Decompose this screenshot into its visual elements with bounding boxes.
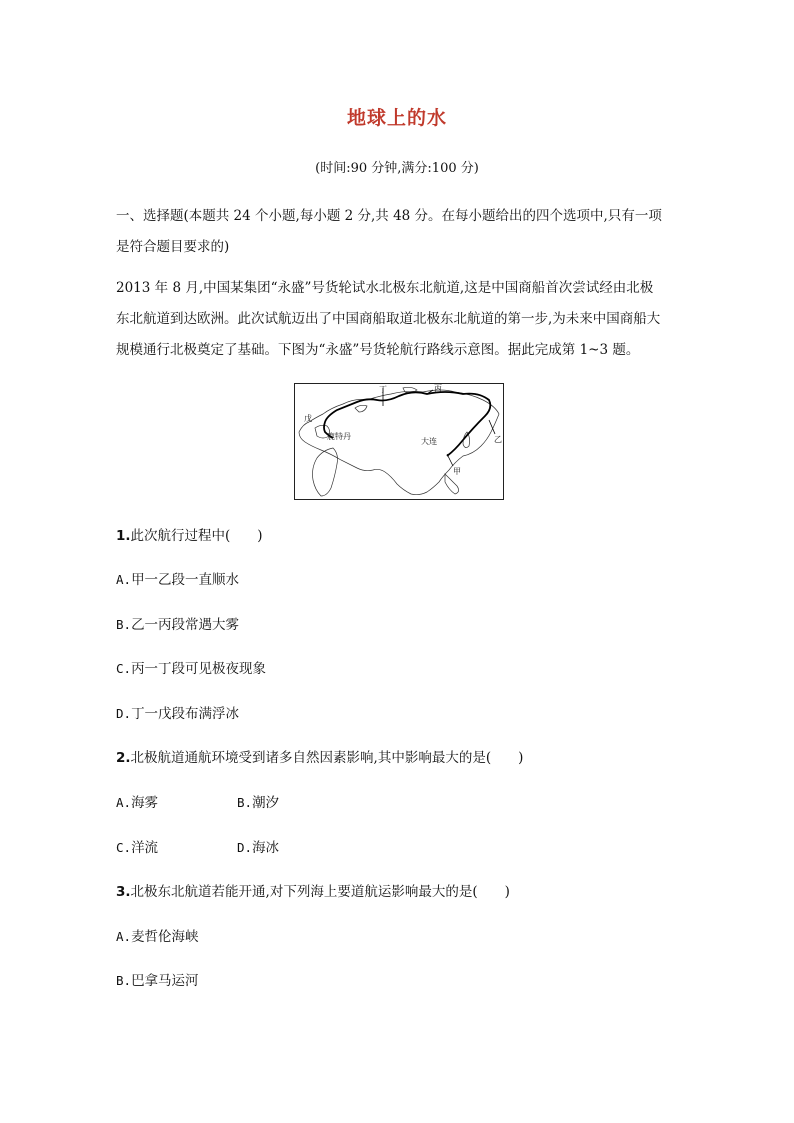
- intro-line-2: 东北航道到达欧洲。此次试航迈出了中国商船取道北极东北航道的第一步,为未来中国商船大: [116, 311, 661, 327]
- option-1d[interactable]: [116, 702, 239, 722]
- map-label-rotterdam: 鹿特丹: [327, 432, 351, 441]
- option-letter: A.: [116, 795, 132, 810]
- question-number: 1.: [116, 528, 131, 544]
- option-2a[interactable]: [116, 791, 158, 811]
- map-label-wu: 戊: [304, 414, 312, 423]
- section-line-2: 是符合题目要求的): [116, 239, 230, 255]
- option-text: 乙一丙段常遇大雾: [131, 617, 240, 633]
- option-1b[interactable]: [116, 613, 239, 633]
- option-2b[interactable]: [237, 791, 279, 811]
- option-3b[interactable]: [116, 969, 199, 989]
- option-text: 潮汐: [252, 795, 280, 811]
- page-title: 地球上的水: [346, 107, 447, 129]
- route-map-drawing: [295, 384, 503, 499]
- option-2c[interactable]: [116, 836, 158, 856]
- map-label-yi: 乙: [494, 435, 502, 444]
- option-letter: C.: [116, 840, 132, 855]
- map-label-bing: 丙: [434, 384, 442, 393]
- map-label-jia: 甲: [453, 467, 461, 476]
- option-letter: A.: [116, 929, 132, 944]
- option-text: 丁一戊段布满浮冰: [131, 706, 240, 722]
- map-label-dalian: 大连: [421, 437, 437, 446]
- option-letter: A.: [116, 572, 132, 587]
- option-letter: D.: [116, 706, 132, 721]
- question-number: 2.: [116, 750, 131, 766]
- option-text: 甲一乙段一直顺水: [131, 572, 240, 588]
- option-text: 洋流: [131, 840, 159, 856]
- question-stem: 此次航行过程中( ): [130, 528, 263, 544]
- yi-leader: [489, 420, 495, 434]
- question-number: 3.: [116, 884, 131, 900]
- intro-passage: [116, 273, 682, 366]
- intro-line-3: 规模通行北极奠定了基础。下图为“永盛”号货轮航行路线示意图。据此完成第 1~3 题。: [116, 342, 640, 358]
- option-1a[interactable]: [116, 568, 239, 588]
- route-map: [294, 383, 504, 500]
- jia-leader: [447, 454, 453, 466]
- option-letter: D.: [237, 840, 253, 855]
- option-letter: B.: [237, 795, 253, 810]
- option-3a[interactable]: [116, 925, 199, 945]
- section-instructions: [116, 201, 682, 263]
- question-2: [116, 746, 523, 766]
- coastlines: [299, 387, 499, 496]
- option-text: 丙一丁段可见极夜现象: [131, 661, 267, 677]
- option-letter: B.: [116, 617, 132, 632]
- intro-line-1: 2013 年 8 月,中国某集团“永盛”号货轮试水北极东北航道,这是中国商船首次尝试经由北极: [116, 280, 654, 296]
- option-text: 麦哲伦海峡: [131, 929, 199, 945]
- section-line-1: 一、选择题(本题共 24 个小题,每小题 2 分,共 48 分。在每小题给出的四个选项中,只有一项: [116, 208, 662, 224]
- option-letter: C.: [116, 661, 132, 676]
- question-1: [116, 524, 263, 544]
- option-text: 海冰: [252, 840, 280, 856]
- option-text: 海雾: [131, 795, 159, 811]
- question-3: [116, 880, 510, 900]
- question-stem: 北极东北航道若能开通,对下列海上要道航运影响最大的是( ): [130, 884, 510, 900]
- option-text: 巴拿马运河: [131, 973, 199, 989]
- option-1c[interactable]: [116, 657, 266, 677]
- option-2d[interactable]: [237, 836, 279, 856]
- question-stem: 北极航道通航环境受到诸多自然因素影响,其中影响最大的是( ): [130, 750, 524, 766]
- exam-info: (时间:90 分钟,满分:100 分): [315, 161, 479, 176]
- option-letter: B.: [116, 973, 132, 988]
- map-label-ding: 丁: [379, 385, 387, 394]
